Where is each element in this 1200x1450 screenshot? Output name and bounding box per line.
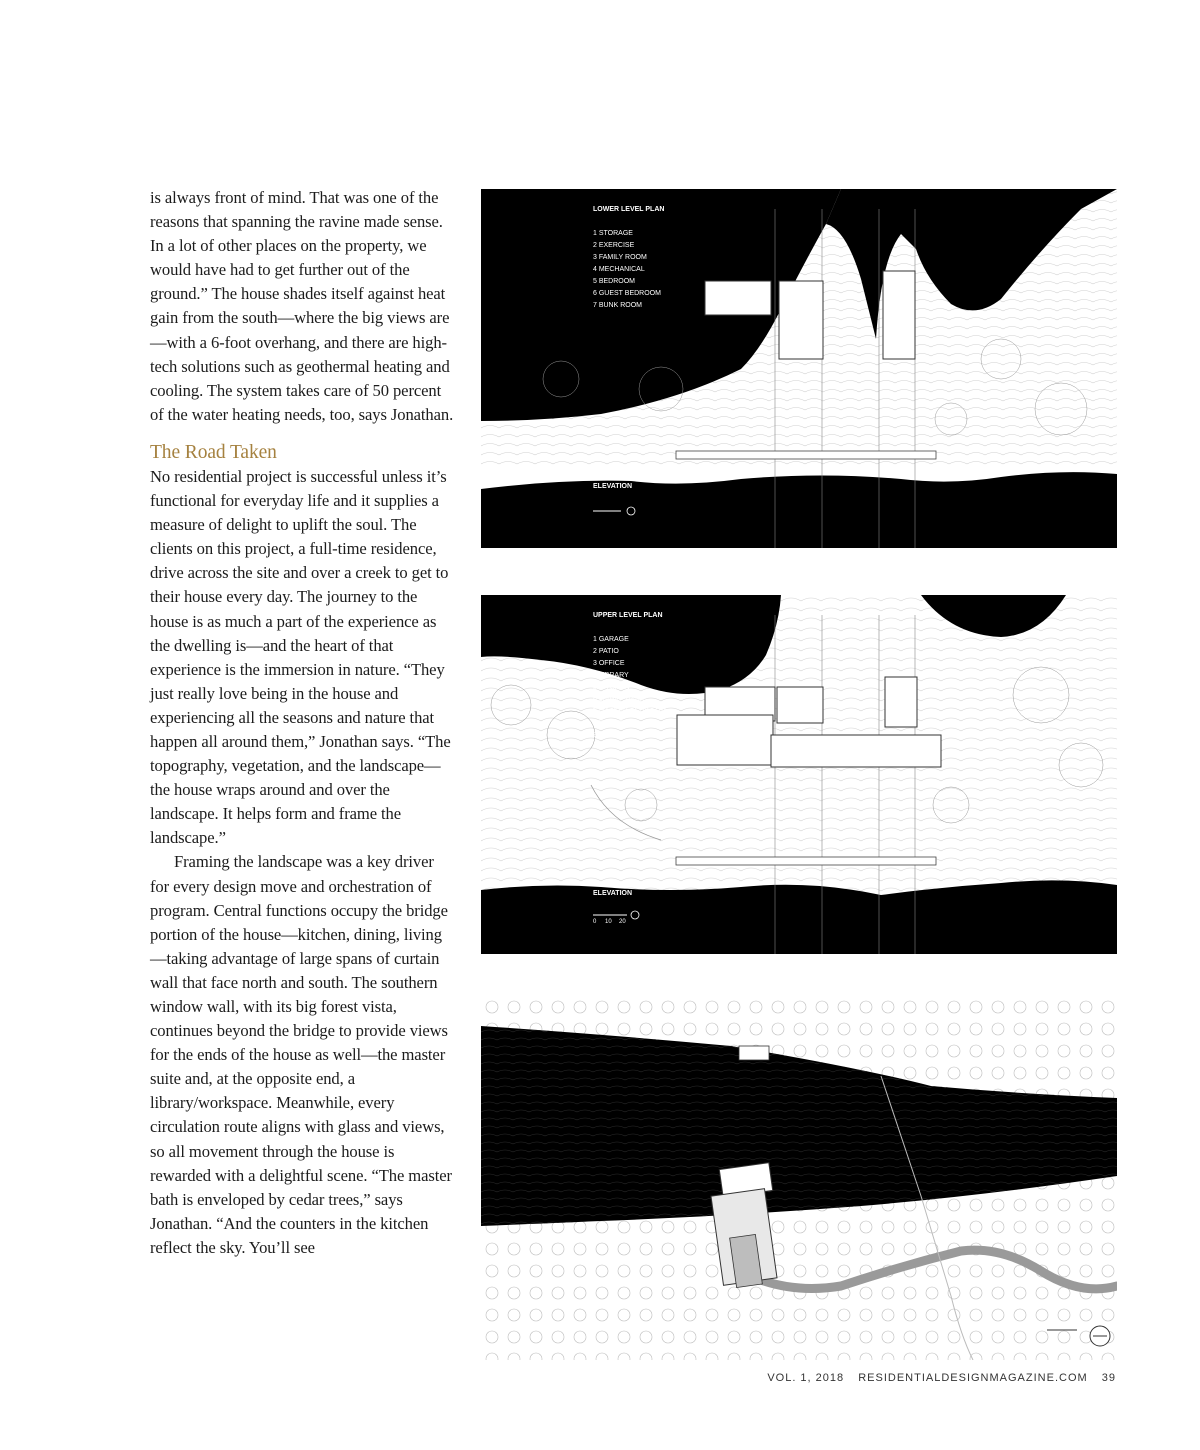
legend-item: 1 GARAGE [593,636,629,643]
legend-item: 4 MECHANICAL [593,266,645,273]
legend-item: 2 PATIO [593,648,619,655]
legend-item: 3 OFFICE [593,660,625,667]
elevation-label: ELEVATION [593,890,633,897]
legend-item: 4 LIBRARY [593,672,629,679]
page-footer [757,1372,1116,1384]
legend-item: 8 BEDROOM [593,720,636,727]
legend-item: 5 KITCHEN [593,684,630,691]
magazine-site: RESIDENTIALDESIGNMAGAZINE.COM [858,1372,1088,1384]
scale-tick: 10 [605,919,612,925]
article-paragraph: No residential project is successful unless it’s functional for everyday life and it supplies a measure of delight to uplift the soul. The clients on this project, a full-time residence, drive across the site and over a creek to get to their house every day. The journey to the house is as much a part of the experience as the dwelling is—and the heart of that experience is the immersion in nature. “They just really love being in the house and experiencing all the seasons and nature that happen all around them,” Jonathan says. “The topography, vegetation, and the landscape—the house wraps around and over the landscape. It helps form and frame the landscape.” [150,466,451,848]
legend-item: 7 MASTER BEDROOM [593,708,667,715]
site-plan-drawing [481,996,1117,1360]
legend-item: 5 BEDROOM [593,278,636,285]
elevation-label: ELEVATION [593,483,633,490]
plan-title: UPPER LEVEL PLAN [593,612,663,619]
legend-item: 2 EXERCISE [593,242,635,249]
legend-item: 6 GUEST BEDROOM [593,290,661,297]
lower-level-plan-drawing [481,189,1117,548]
article-column [150,186,455,1260]
article-paragraph: is always front of mind. That was one of the reasons that spanning the ravine made sense. In a lot of other places on the property, we would have had to get further out of the ground.” The house shades itself against heat gain from the south—where the big views are—with a 6-foot overhang, and there are high-tech solutions such as geothermal heating and cooling. The system takes care of 50 percent of the water heating needs, too, says Jonathan. [150,188,454,424]
article-paragraph: Framing the landscape was a key driver for every design move and orchestration of program. Central functions occupy the bridge portion of the house—kitchen, dining, living—taking advantage of large spans of curtain wall that face north and south. The southern window wall, with its big forest vista, continues beyond the bridge to provide views for the ends of the house as well—the master suite and, at the opposite end, a library/workspace. Meanwhile, every circulation route aligns with glass and views, so all movement through the house is rewarded with a delightful scene. “The master bath is enveloped by cedar trees,” says Jonathan. “And the counters in the kitchen reflect the sky. You’ll see [150,852,452,1257]
legend-item: 1 STORAGE [593,230,633,237]
legend-item: 3 FAMILY ROOM [593,254,647,261]
scale-tick: 0 [593,919,597,925]
page-number: 39 [1101,1372,1116,1384]
upper-level-plan-drawing [481,595,1117,954]
legend-item: 7 BUNK ROOM [593,302,643,309]
legend-item: 6 LIVING SPACE [593,696,647,703]
scale-tick: 20 [619,919,626,925]
volume-label: VOL. 1, 2018 [767,1372,845,1384]
legend-item: 9 MASTER BATHROOM [593,732,670,739]
section-heading: The Road Taken [150,441,277,463]
plan-title: LOWER LEVEL PLAN [593,206,665,213]
